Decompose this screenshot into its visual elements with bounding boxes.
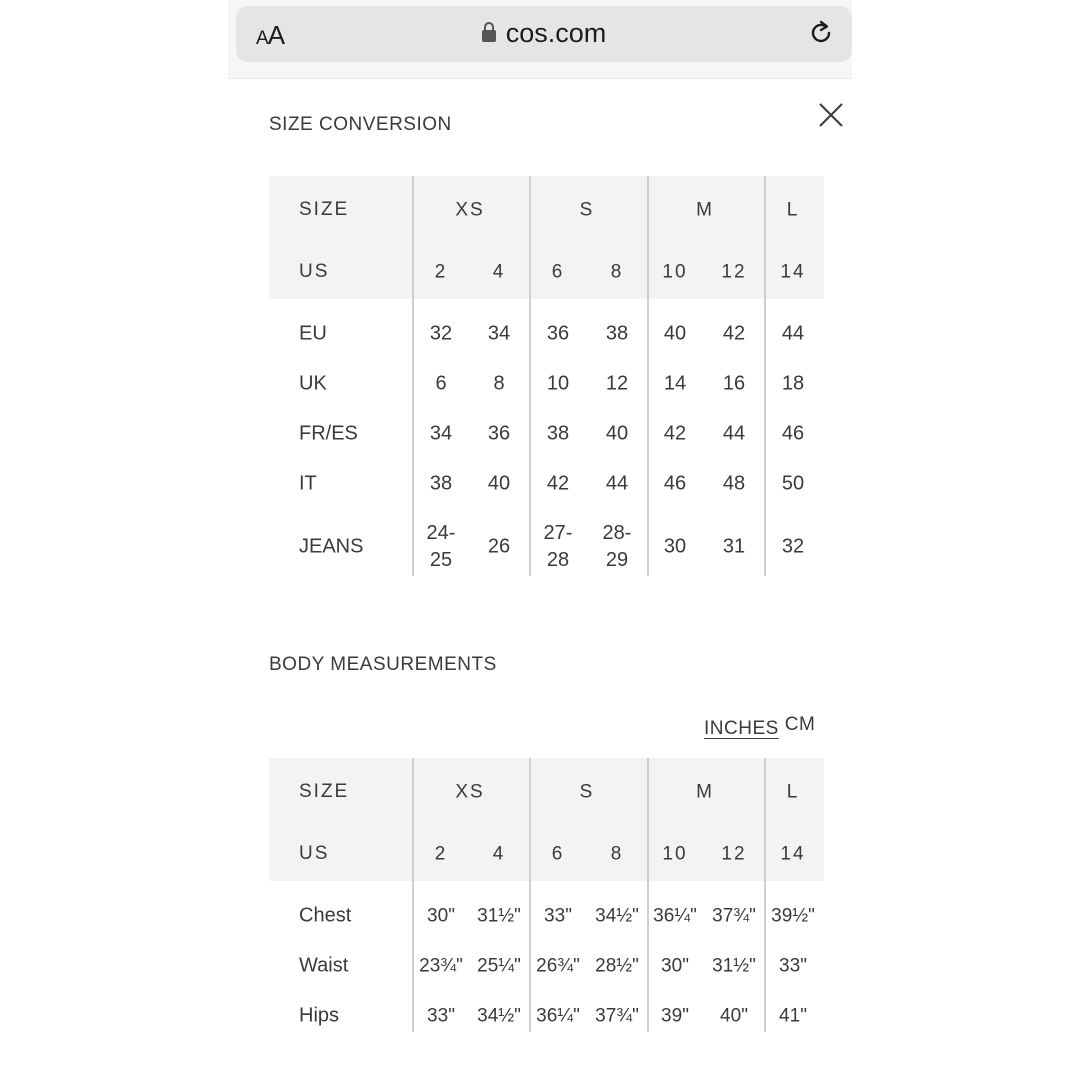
size-group-l: L	[786, 199, 800, 221]
table-cell: 42	[663, 422, 687, 445]
table-cell: 34½"	[595, 905, 639, 927]
size-group-m: M	[696, 781, 714, 803]
phone-screen	[228, 0, 852, 1080]
table-cell: 34	[487, 322, 511, 345]
table-cell: 32	[429, 322, 453, 345]
table-cell: 50	[781, 472, 805, 495]
table-cell: 14	[663, 372, 687, 395]
table-cell: 31½"	[712, 955, 756, 977]
text-size-button[interactable]: AA	[256, 20, 285, 50]
size-group-l: L	[786, 781, 800, 803]
table-cell: 23¾"	[419, 955, 463, 977]
column-divider	[529, 176, 531, 576]
table-cell: 33"	[544, 905, 572, 927]
column-divider	[647, 176, 649, 576]
table-cell: 33"	[427, 1005, 455, 1027]
table-cell: 26¾"	[536, 955, 580, 977]
size-conversion-table	[269, 176, 824, 576]
us-size-value: 12	[721, 261, 747, 283]
close-icon[interactable]	[818, 102, 844, 128]
table-cell: 38	[546, 422, 570, 445]
size-group-s: S	[579, 199, 595, 221]
table-cell: 42	[546, 472, 570, 495]
column-divider	[764, 176, 766, 576]
address-bar[interactable]	[236, 6, 852, 62]
table-cell: 41"	[779, 1005, 807, 1027]
table-cell: 6	[435, 372, 447, 395]
table-cell: 28½"	[595, 955, 639, 977]
us-size-value: 6	[551, 261, 565, 283]
reload-icon[interactable]	[806, 18, 836, 48]
body-measurements-table	[269, 758, 824, 1032]
row-label: FR/ES	[299, 422, 358, 445]
table-cell: 24- 25	[426, 522, 456, 571]
table-cell: 36¼"	[536, 1005, 580, 1027]
size-group-m: M	[696, 199, 714, 221]
table-cell: 34	[429, 422, 453, 445]
table-cell: 26	[487, 535, 511, 558]
table-cell: 42	[722, 322, 746, 345]
table-cell: 44	[722, 422, 746, 445]
table-cell: 37¾"	[712, 905, 756, 927]
table-cell: 32	[781, 535, 805, 558]
us-size-value: 8	[610, 843, 624, 865]
table-cell: 8	[493, 372, 505, 395]
row-label: Waist	[299, 954, 349, 977]
us-size-value: 8	[610, 261, 624, 283]
lock-icon	[482, 30, 496, 42]
table-cell: 48	[722, 472, 746, 495]
table-cell: 28- 29	[602, 522, 632, 571]
row-label: IT	[299, 472, 317, 495]
table-cell: 36¼"	[653, 905, 697, 927]
us-size-value: 12	[721, 843, 747, 865]
us-size-value: 6	[551, 843, 565, 865]
table-cell: 44	[781, 322, 805, 345]
unit-toggle	[704, 714, 816, 740]
table-cell: 37¾"	[595, 1005, 639, 1027]
table-cell: 39"	[661, 1005, 689, 1027]
table-cell: 46	[781, 422, 805, 445]
body-measurements-title: BODY MEASUREMENTS	[269, 654, 497, 675]
table-cell: 46	[663, 472, 687, 495]
table-cell: 30"	[661, 955, 689, 977]
browser-toolbar	[228, 0, 852, 79]
size-group-s: S	[579, 781, 595, 803]
size-conversion-title: SIZE CONVERSION	[269, 114, 452, 135]
table-cell: 16	[722, 372, 746, 395]
table-cell: 36	[546, 322, 570, 345]
table-cell: 40	[605, 422, 629, 445]
inches-toggle[interactable]: INCHES	[704, 718, 779, 739]
table-cell: 40	[487, 472, 511, 495]
url-text: cos.com	[505, 18, 607, 48]
table-cell: 12	[605, 372, 629, 395]
row-label: EU	[299, 322, 327, 345]
column-divider	[764, 758, 766, 1032]
table-cell: 36	[487, 422, 511, 445]
us-size-value: 14	[780, 843, 806, 865]
table-cell: 18	[781, 372, 805, 395]
table-cell: 25¼"	[477, 955, 521, 977]
us-size-value: 10	[662, 261, 688, 283]
us-size-value: 10	[662, 843, 688, 865]
size-header-label: SIZE	[299, 199, 350, 220]
table-cell: 33"	[779, 955, 807, 977]
table-cell: 27- 28	[543, 522, 573, 571]
column-divider	[412, 176, 414, 576]
table-cell: 30"	[427, 905, 455, 927]
table-cell: 38	[429, 472, 453, 495]
table-cell: 30	[663, 535, 687, 558]
column-divider	[529, 758, 531, 1032]
url-display[interactable]	[236, 18, 852, 49]
row-label: Hips	[299, 1004, 340, 1027]
table-cell: 31	[722, 535, 746, 558]
us-header-label: US	[299, 261, 330, 282]
row-label: Chest	[299, 904, 352, 927]
table-cell: 39½"	[771, 905, 815, 927]
row-label: JEANS	[299, 535, 364, 558]
column-divider	[412, 758, 414, 1032]
table-cell: 10	[546, 372, 570, 395]
table-cell: 44	[605, 472, 629, 495]
us-size-value: 2	[434, 843, 448, 865]
cm-toggle[interactable]: CM	[784, 714, 816, 735]
us-size-value: 14	[780, 261, 806, 283]
us-size-value: 4	[492, 843, 506, 865]
table-cell: 40	[663, 322, 687, 345]
us-header-label: US	[299, 843, 330, 864]
row-label: UK	[299, 372, 327, 395]
size-group-xs: XS	[455, 781, 485, 803]
table-cell: 34½"	[477, 1005, 521, 1027]
us-size-value: 4	[492, 261, 506, 283]
table-cell: 38	[605, 322, 629, 345]
size-header-label: SIZE	[299, 781, 350, 802]
size-group-xs: XS	[455, 199, 485, 221]
column-divider	[647, 758, 649, 1032]
table-cell: 40"	[720, 1005, 748, 1027]
table-cell: 31½"	[477, 905, 521, 927]
us-size-value: 2	[434, 261, 448, 283]
